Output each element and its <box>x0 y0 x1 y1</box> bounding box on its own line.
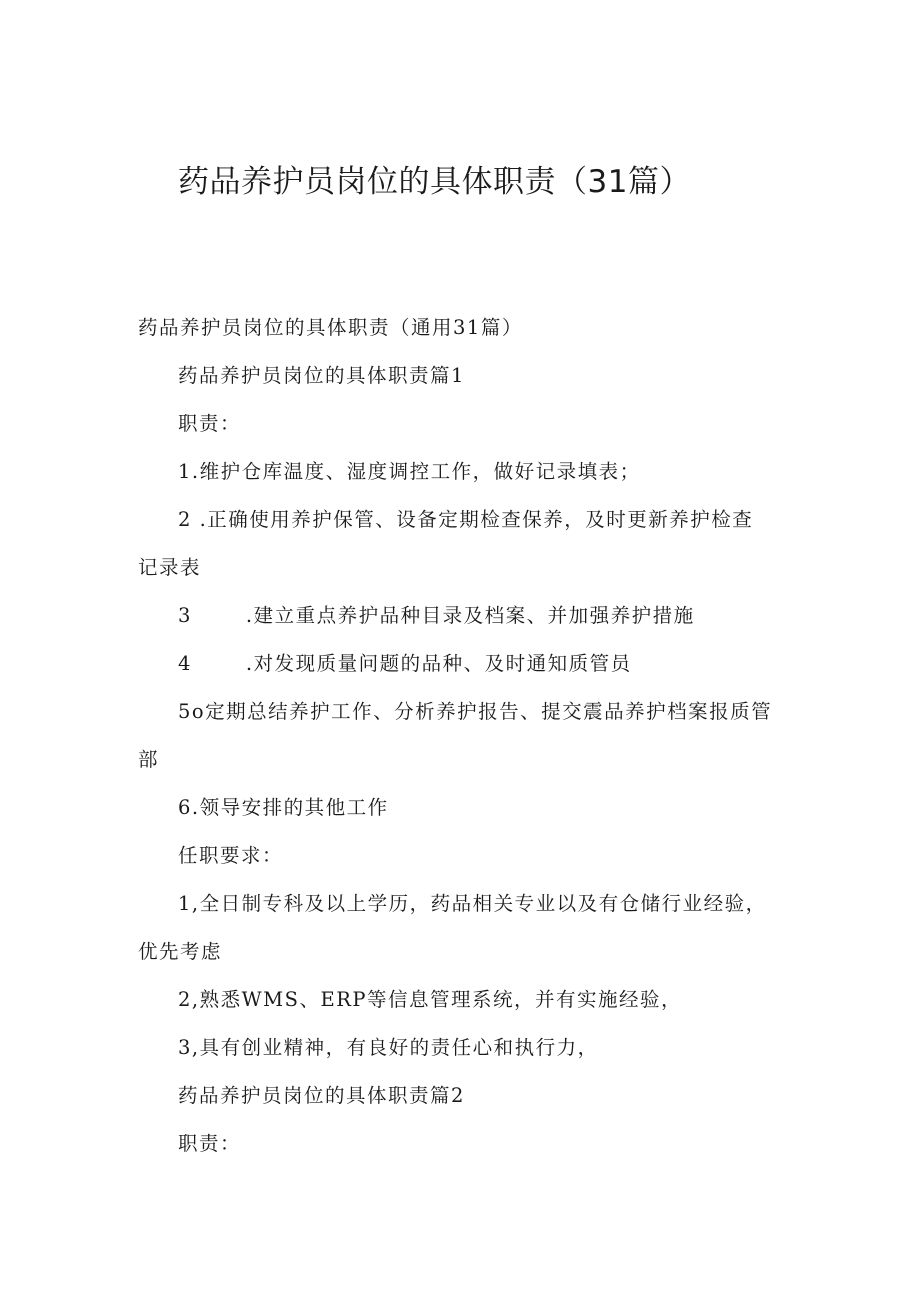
section-heading-2: 药品养护员岗位的具体职责篇2 <box>178 1084 465 1107</box>
section-heading-1: 药品养护员岗位的具体职责篇1 <box>178 364 465 387</box>
duty-item-4 <box>0 640 920 688</box>
subtitle-paragraph: 药品养护员岗位的具体职责（通用31篇） <box>138 316 523 339</box>
requirement-item-1: 1,全日制专科及以上学历，药品相关专业以及有仓储行业经验， <box>178 892 767 915</box>
duty-item-6: 6.领导安排的其他工作 <box>178 796 389 819</box>
duty-item-1: 1.维护仓库温度、湿度调控工作，做好记录填表； <box>178 460 641 483</box>
requirement-item-1-continued: 优先考虑 <box>138 940 223 963</box>
duty-item-5: 5o定期总结养护工作、分析养护报告、提交震品养护档案报质管 <box>178 700 773 723</box>
requirements-label: 任职要求： <box>178 844 284 867</box>
document-title: 药品养护员岗位的具体职责（31篇） <box>178 164 691 200</box>
requirement-item-3: 3,具有创业精神，有良好的责任心和执行力， <box>178 1036 599 1059</box>
duty-item-5-continued: 部 <box>138 748 160 771</box>
duty-item-4-text: .对发现质量问题的品种、及时通知质管员 <box>245 652 632 675</box>
duty-item-2: 2 .正确使用养护保管、设备定期检查保养，及时更新养护检查 <box>178 508 754 531</box>
duty-item-3-text: .建立重点养护品种目录及档案、并加强养护措施 <box>245 604 695 627</box>
duties-label: 职责： <box>178 412 242 435</box>
duty-item-4-number: 4 <box>178 652 192 675</box>
duty-item-3 <box>0 592 920 640</box>
duty-item-3-number: 3 <box>178 604 192 627</box>
requirement-item-2: 2,熟悉WMS、ERP等信息管理系统，并有实施经验， <box>178 988 683 1011</box>
duties-label-2: 职责： <box>178 1132 242 1155</box>
duty-item-2-continued: 记录表 <box>138 556 202 579</box>
document-body <box>0 304 920 1168</box>
